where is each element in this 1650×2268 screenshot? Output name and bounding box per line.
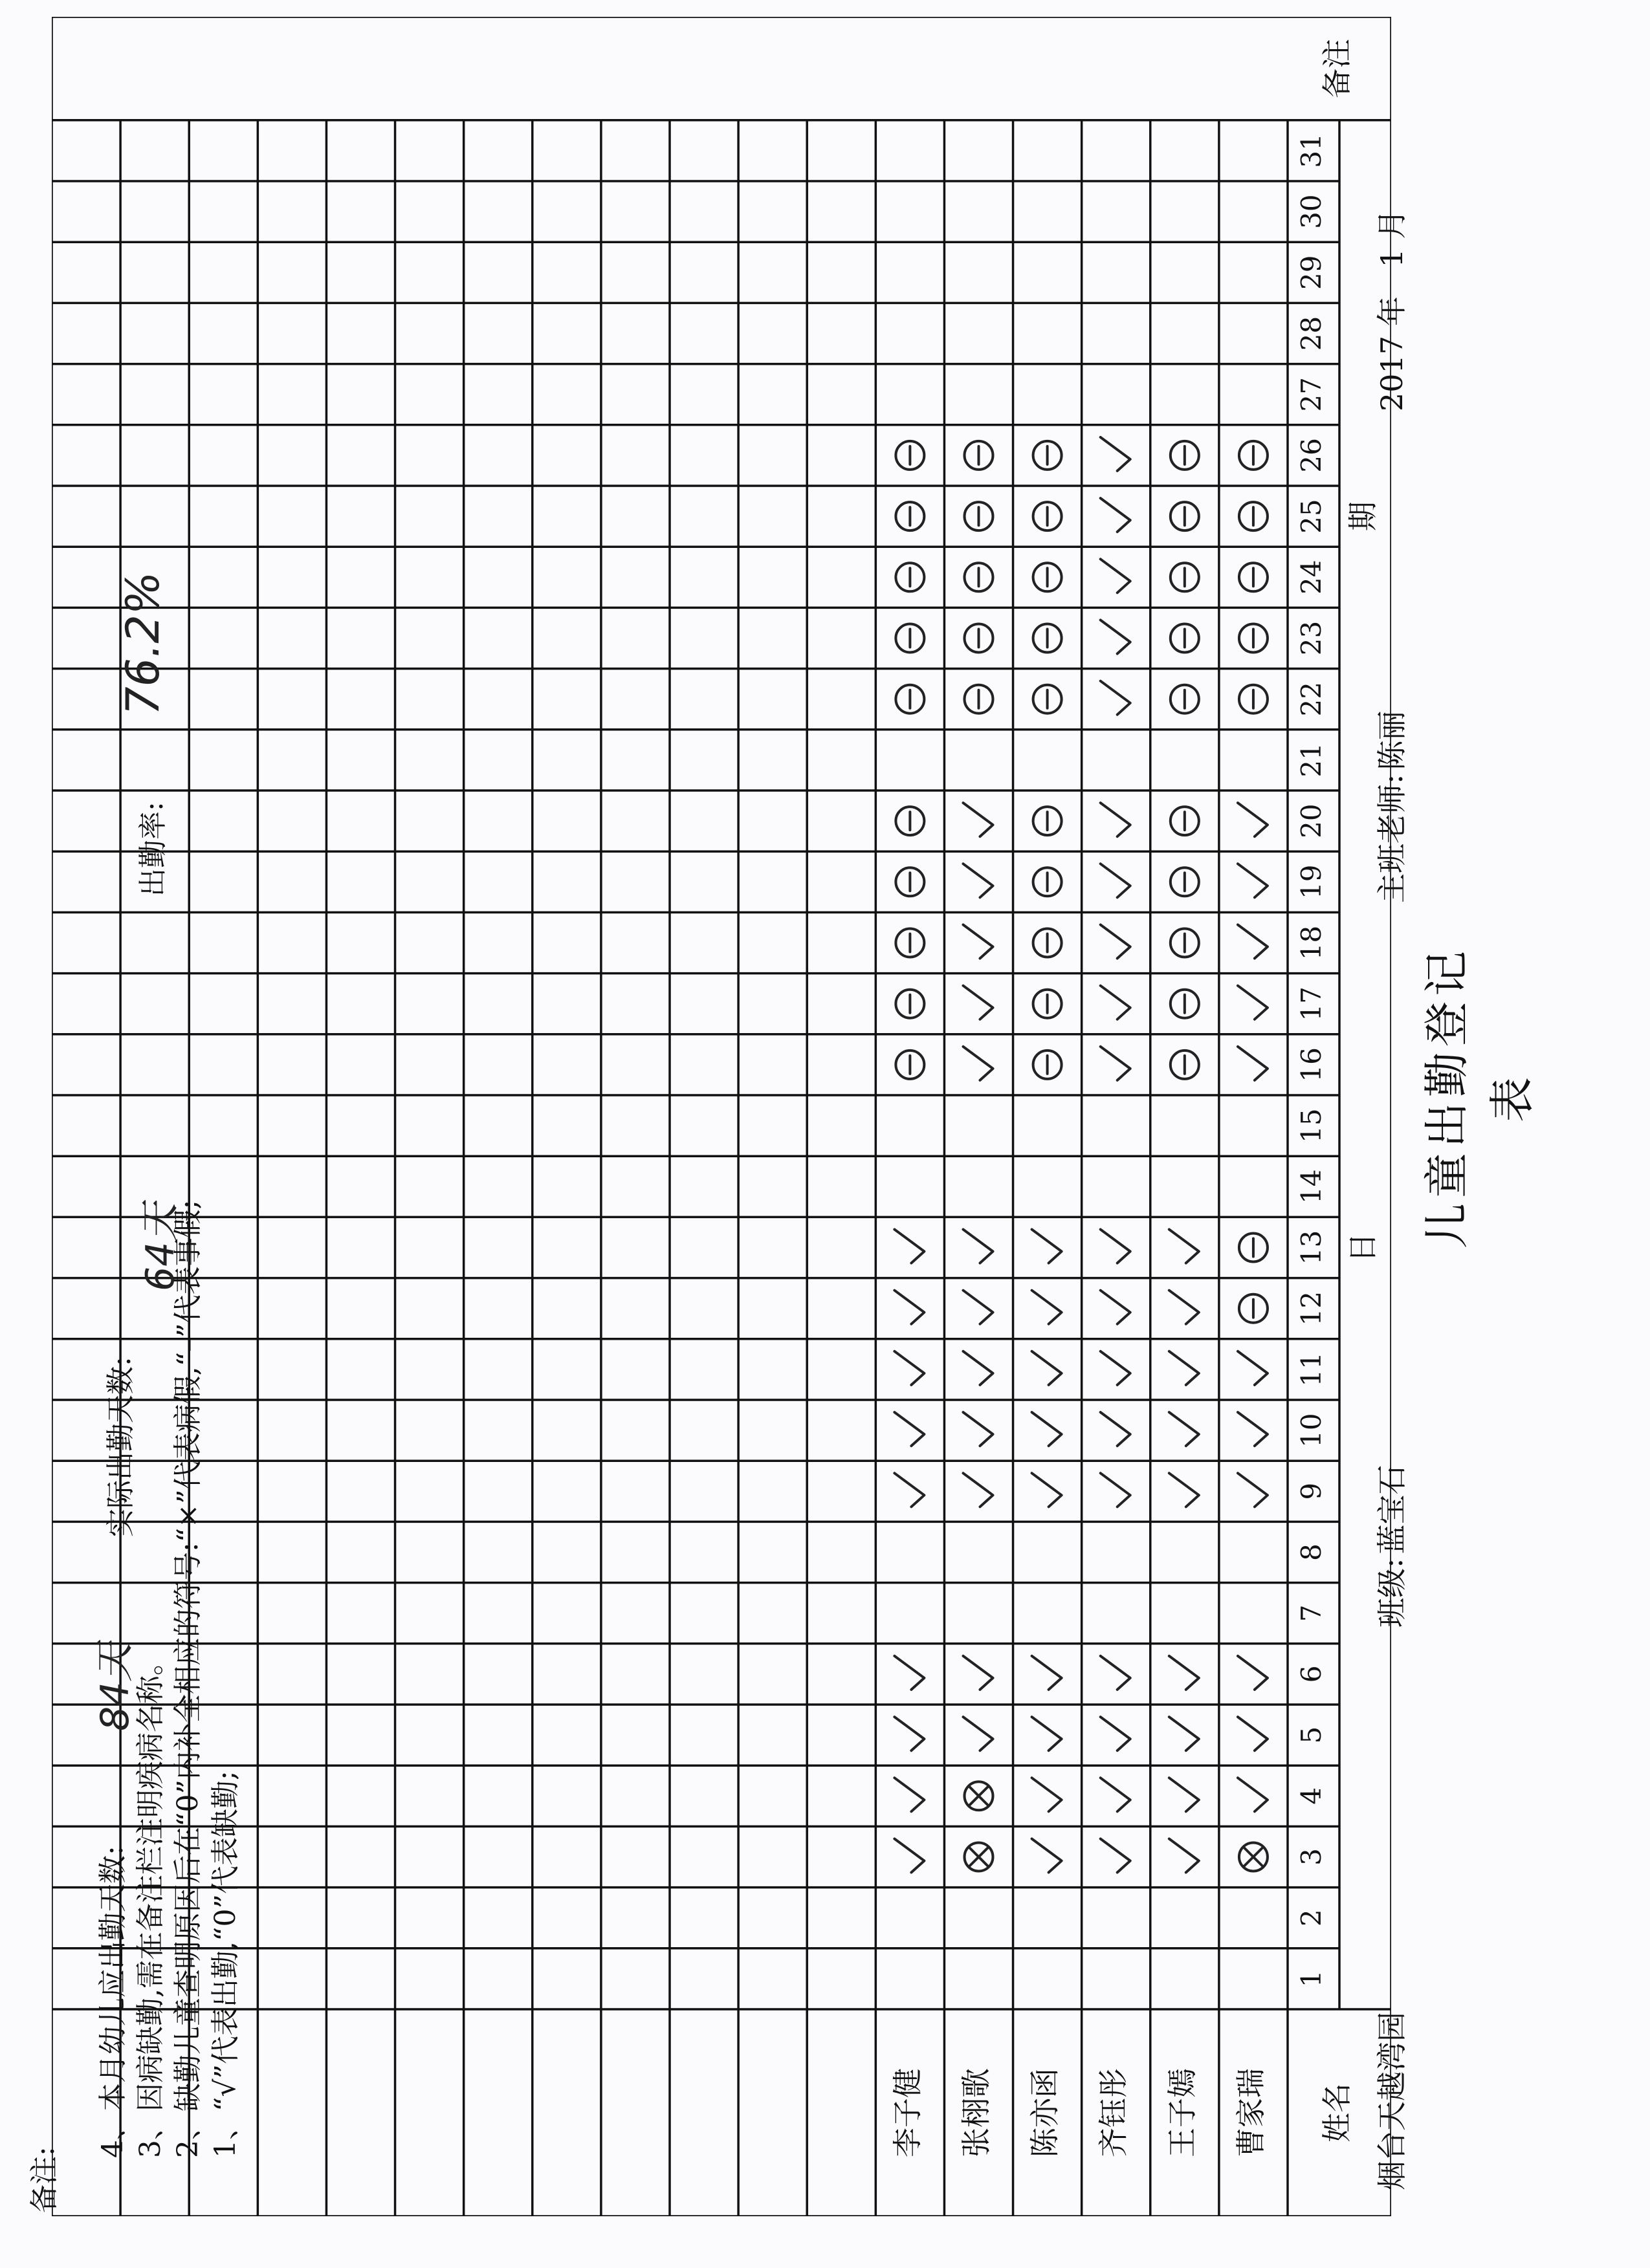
day-number: 5 (1295, 1726, 1327, 1744)
attendance-check-icon (1238, 1778, 1268, 1811)
day-number: 28 (1295, 316, 1327, 351)
attendance-rate-label: 出勤率: (137, 801, 170, 897)
day-number: 4 (1295, 1787, 1327, 1805)
actual-days-label: 实际出勤天数: (104, 1357, 137, 1537)
attendance-check-icon (963, 1047, 993, 1080)
date-header-ri: 日 (1345, 1232, 1380, 1263)
attendance-check-icon (1238, 1047, 1268, 1080)
day-number: 20 (1295, 803, 1327, 838)
attendance-check-icon (1101, 620, 1130, 654)
day-number: 21 (1295, 743, 1327, 778)
day-number: 12 (1295, 1291, 1327, 1326)
attendance-check-icon (1169, 1473, 1199, 1507)
day-number: 6 (1295, 1665, 1327, 1683)
expected-days-value: 84天 (93, 1642, 138, 1731)
attendance-check-icon (1101, 1717, 1130, 1750)
attendance-check-icon (1101, 1412, 1130, 1446)
attendance-check-icon (1101, 803, 1130, 836)
attendance-check-icon (894, 1412, 924, 1446)
day-number: 11 (1295, 1352, 1327, 1387)
day-number: 22 (1295, 681, 1327, 717)
date-header-qi: 期 (1345, 501, 1380, 532)
class-label: 班级: (1374, 1558, 1409, 1628)
day-number: 23 (1295, 620, 1327, 656)
attendance-check-icon (1101, 1839, 1130, 1873)
attendance-check-icon (963, 1412, 993, 1446)
attendance-check-icon (1101, 1291, 1130, 1324)
student-name: 齐钰彤 (1095, 2068, 1131, 2157)
name-header: 姓名 (1319, 2083, 1354, 2143)
day-number: 29 (1295, 255, 1327, 290)
attendance-check-icon (1238, 1473, 1268, 1507)
day-number: 26 (1295, 438, 1327, 473)
attendance-check-icon (1032, 1717, 1062, 1750)
attendance-rate-value: 76.2% (116, 571, 170, 715)
attendance-check-icon (963, 1351, 993, 1385)
attendance-check-icon (1032, 1778, 1062, 1811)
day-number: 18 (1295, 925, 1327, 961)
attendance-check-icon (1101, 681, 1130, 715)
remarks-header: 备注 (1319, 38, 1354, 98)
attendance-check-icon (1101, 559, 1130, 593)
student-name: 张栩歌 (958, 2068, 994, 2157)
day-number: 15 (1295, 1108, 1327, 1143)
attendance-check-icon (963, 1656, 993, 1690)
attendance-check-icon (1238, 925, 1268, 959)
note-item-2: 2、缺勤儿童查明原因后在“0”内补全相应的符号:“×”代表病假,“–”代表事假; (171, 1199, 204, 2158)
teacher-value: 陈丽 (1374, 710, 1409, 770)
day-number: 10 (1295, 1413, 1327, 1448)
attendance-check-icon (963, 1291, 993, 1324)
attendance-check-icon (963, 1717, 993, 1750)
student-name: 陈亦函 (1027, 2068, 1062, 2157)
day-number: 17 (1295, 986, 1327, 1021)
day-number: 19 (1295, 864, 1327, 900)
day-number: 9 (1295, 1482, 1327, 1500)
attendance-check-icon (963, 803, 993, 836)
year-value: 2017 (1374, 335, 1409, 411)
attendance-check-icon (894, 1230, 924, 1263)
day-number: 14 (1295, 1169, 1327, 1205)
school-name: 烟台天越湾园 (1374, 2012, 1409, 2190)
attendance-check-icon (894, 1717, 924, 1750)
attendance-check-icon (1101, 864, 1130, 897)
day-number: 3 (1295, 1848, 1327, 1866)
student-name: 王子嫣 (1164, 2068, 1200, 2157)
class-value: 蓝宝石 (1374, 1465, 1409, 1554)
day-number: 8 (1295, 1543, 1327, 1561)
attendance-table (52, 17, 1391, 2216)
attendance-check-icon (1101, 437, 1130, 471)
attendance-check-icon (1238, 1412, 1268, 1446)
attendance-check-icon (1169, 1839, 1199, 1873)
student-name: 李子健 (890, 2068, 925, 2157)
day-number: 1 (1295, 1970, 1327, 1988)
notes-heading: 备注: (28, 2146, 61, 2213)
attendance-check-icon (894, 1778, 924, 1811)
attendance-check-icon (1169, 1717, 1199, 1750)
attendance-check-icon (1101, 498, 1130, 532)
attendance-check-icon (1169, 1778, 1199, 1811)
attendance-check-icon (963, 986, 993, 1020)
attendance-check-icon (894, 1351, 924, 1385)
month-value: 1 (1374, 248, 1409, 268)
actual-days-value: 64天 (138, 1203, 183, 1291)
attendance-check-icon (1032, 1656, 1062, 1690)
attendance-check-icon (1238, 1656, 1268, 1690)
day-number: 13 (1295, 1230, 1327, 1265)
attendance-check-icon (1169, 1291, 1199, 1324)
day-number: 27 (1295, 376, 1327, 412)
attendance-check-icon (1169, 1412, 1199, 1446)
attendance-check-icon (1032, 1412, 1062, 1446)
attendance-check-icon (1032, 1839, 1062, 1873)
attendance-check-icon (1169, 1230, 1199, 1263)
month-unit: 月 (1374, 209, 1409, 239)
attendance-check-icon (963, 864, 993, 897)
attendance-check-icon (1101, 986, 1130, 1020)
attendance-check-icon (963, 1230, 993, 1263)
attendance-check-icon (894, 1839, 924, 1873)
attendance-check-icon (1032, 1291, 1062, 1324)
attendance-check-icon (1238, 1717, 1268, 1750)
attendance-check-icon (1101, 1656, 1130, 1690)
attendance-check-icon (963, 925, 993, 959)
student-name: 曹家瑞 (1233, 2068, 1268, 2157)
note-item-3: 3、因病缺勤,需在备注栏注明疾病名称。 (134, 1647, 167, 2158)
attendance-check-icon (1238, 1351, 1268, 1385)
note-item-1: 1、“√”代表出勤,“0”代表缺勤; (209, 1771, 242, 2158)
attendance-check-icon (894, 1656, 924, 1690)
day-number: 31 (1295, 133, 1327, 168)
attendance-check-icon (1101, 1047, 1130, 1080)
day-number: 7 (1295, 1604, 1327, 1622)
page-title: 儿童出勤登记表 (1420, 946, 1539, 1248)
teacher-label: 主班老师: (1374, 774, 1409, 903)
attendance-check-icon (1238, 986, 1268, 1020)
attendance-check-icon (894, 1291, 924, 1324)
attendance-check-icon (1238, 803, 1268, 836)
attendance-check-icon (894, 1473, 924, 1507)
attendance-check-icon (1101, 1351, 1130, 1385)
day-number: 25 (1295, 499, 1327, 534)
attendance-check-icon (1032, 1473, 1062, 1507)
attendance-check-icon (1101, 925, 1130, 959)
attendance-check-icon (1101, 1230, 1130, 1263)
day-number: 16 (1295, 1047, 1327, 1082)
attendance-check-icon (963, 1473, 993, 1507)
day-number: 2 (1295, 1909, 1327, 1927)
attendance-check-icon (1238, 864, 1268, 897)
note-item-4: 4、本月幼儿应出勤天数: (96, 1846, 129, 2158)
day-number: 24 (1295, 560, 1327, 595)
year-unit: 年 (1374, 296, 1409, 327)
attendance-check-icon (1032, 1230, 1062, 1263)
attendance-check-icon (1169, 1656, 1199, 1690)
attendance-check-icon (1101, 1778, 1130, 1811)
day-number: 30 (1295, 194, 1327, 229)
attendance-check-icon (1032, 1351, 1062, 1385)
attendance-check-icon (1169, 1351, 1199, 1385)
attendance-check-icon (1101, 1473, 1130, 1507)
